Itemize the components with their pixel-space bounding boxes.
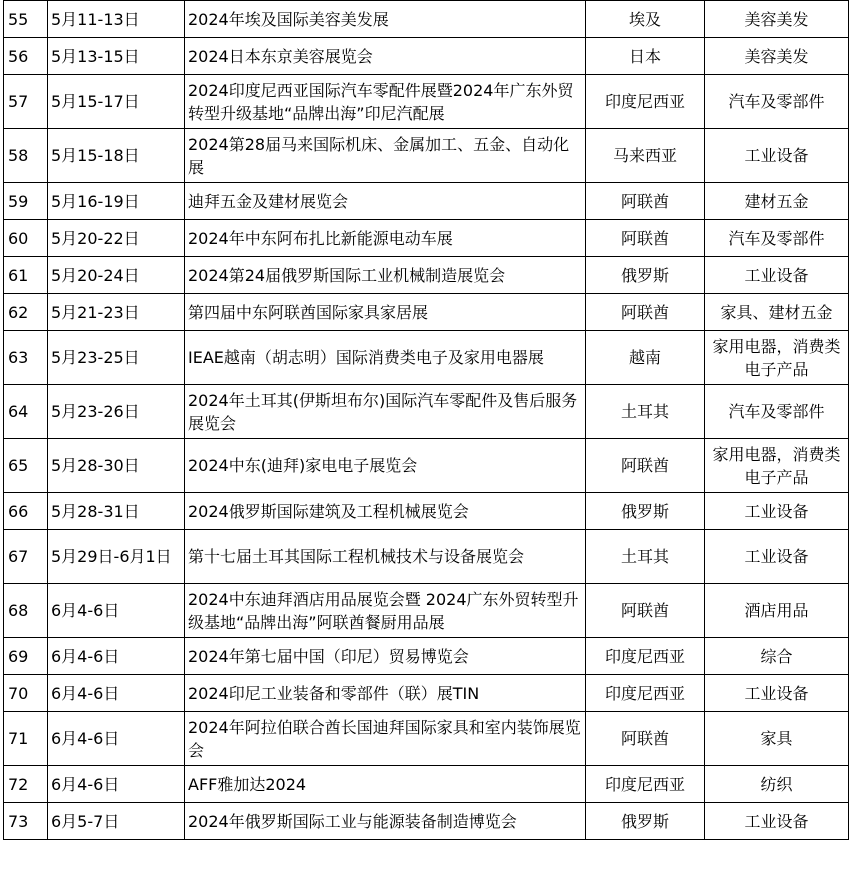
- row-number: 71: [4, 712, 48, 766]
- row-date: 5月11-13日: [48, 1, 185, 38]
- row-date: 6月4-6日: [48, 584, 185, 638]
- table-row: [4, 385, 849, 439]
- row-exhibition-name: 2024年第七届中国（印尼）贸易博览会: [185, 638, 586, 675]
- row-date: 6月4-6日: [48, 675, 185, 712]
- row-category: 综合: [705, 638, 849, 675]
- row-country: 阿联酋: [586, 584, 705, 638]
- table-row: [4, 331, 849, 385]
- row-number: 58: [4, 129, 48, 183]
- row-date: 5月21-23日: [48, 294, 185, 331]
- table-row: [4, 803, 849, 840]
- row-date: 5月15-17日: [48, 75, 185, 129]
- table-row: [4, 439, 849, 493]
- row-date: 5月13-15日: [48, 38, 185, 75]
- row-number: 65: [4, 439, 48, 493]
- row-date: 6月4-6日: [48, 638, 185, 675]
- row-exhibition-name: 2024印尼工业装备和零部件（联）展TIN: [185, 675, 586, 712]
- row-exhibition-name: 2024日本东京美容展览会: [185, 38, 586, 75]
- table-row: [4, 675, 849, 712]
- row-exhibition-name: 2024印度尼西亚国际汽车零配件展暨2024年广东外贸转型升级基地“品牌出海”印尼汽配展: [185, 75, 586, 129]
- row-number: 59: [4, 183, 48, 220]
- row-country: 印度尼西亚: [586, 766, 705, 803]
- table-row: [4, 766, 849, 803]
- row-number: 67: [4, 530, 48, 584]
- row-country: 印度尼西亚: [586, 75, 705, 129]
- row-category: 工业设备: [705, 803, 849, 840]
- row-exhibition-name: 2024第28届马来国际机床、金属加工、五金、自动化展: [185, 129, 586, 183]
- row-category: 工业设备: [705, 129, 849, 183]
- row-date: 5月28-31日: [48, 493, 185, 530]
- row-category: 建材五金: [705, 183, 849, 220]
- row-country: 俄罗斯: [586, 493, 705, 530]
- row-exhibition-name: 2024年土耳其(伊斯坦布尔)国际汽车零配件及售后服务展览会: [185, 385, 586, 439]
- row-category: 家具、建材五金: [705, 294, 849, 331]
- row-exhibition-name: 2024年阿拉伯联合酋长国迪拜国际家具和室内装饰展览会: [185, 712, 586, 766]
- exhibition-table: [3, 0, 849, 840]
- row-country: 俄罗斯: [586, 257, 705, 294]
- row-number: 64: [4, 385, 48, 439]
- row-date: 5月28-30日: [48, 439, 185, 493]
- row-category: 工业设备: [705, 530, 849, 584]
- row-number: 69: [4, 638, 48, 675]
- row-number: 66: [4, 493, 48, 530]
- row-exhibition-name: 2024年埃及国际美容美发展: [185, 1, 586, 38]
- row-exhibition-name: 2024第24届俄罗斯国际工业机械制造展览会: [185, 257, 586, 294]
- row-exhibition-name: AFF雅加达2024: [185, 766, 586, 803]
- row-country: 阿联酋: [586, 712, 705, 766]
- row-country: 阿联酋: [586, 183, 705, 220]
- row-number: 63: [4, 331, 48, 385]
- row-category: 工业设备: [705, 493, 849, 530]
- row-country: 阿联酋: [586, 220, 705, 257]
- row-exhibition-name: 2024中东(迪拜)家电电子展览会: [185, 439, 586, 493]
- table-row: [4, 638, 849, 675]
- row-date: 5月15-18日: [48, 129, 185, 183]
- row-date: 5月23-26日: [48, 385, 185, 439]
- row-date: 5月20-22日: [48, 220, 185, 257]
- row-number: 62: [4, 294, 48, 331]
- row-category: 美容美发: [705, 38, 849, 75]
- table-row: [4, 129, 849, 183]
- row-exhibition-name: 2024年俄罗斯国际工业与能源装备制造博览会: [185, 803, 586, 840]
- exhibition-table-body: [4, 1, 849, 840]
- row-number: 70: [4, 675, 48, 712]
- row-category: 汽车及零部件: [705, 385, 849, 439]
- row-number: 72: [4, 766, 48, 803]
- row-number: 68: [4, 584, 48, 638]
- table-row: [4, 183, 849, 220]
- row-date: 6月5-7日: [48, 803, 185, 840]
- row-date: 6月4-6日: [48, 712, 185, 766]
- row-country: 埃及: [586, 1, 705, 38]
- table-row: [4, 584, 849, 638]
- row-category: 家具: [705, 712, 849, 766]
- row-country: 俄罗斯: [586, 803, 705, 840]
- row-date: 5月29日-6月1日: [48, 530, 185, 584]
- row-category: 汽车及零部件: [705, 220, 849, 257]
- row-exhibition-name: 2024年中东阿布扎比新能源电动车展: [185, 220, 586, 257]
- row-country: 土耳其: [586, 530, 705, 584]
- row-country: 印度尼西亚: [586, 675, 705, 712]
- row-category: 家用电器，消费类电子产品: [705, 331, 849, 385]
- row-date: 5月20-24日: [48, 257, 185, 294]
- row-exhibition-name: 2024中东迪拜酒店用品展览会暨 2024广东外贸转型升级基地“品牌出海”阿联酋餐厨用品展: [185, 584, 586, 638]
- row-category: 汽车及零部件: [705, 75, 849, 129]
- row-number: 61: [4, 257, 48, 294]
- table-row: [4, 493, 849, 530]
- table-row: [4, 75, 849, 129]
- row-country: 土耳其: [586, 385, 705, 439]
- row-category: 工业设备: [705, 675, 849, 712]
- row-number: 56: [4, 38, 48, 75]
- row-category: 纺织: [705, 766, 849, 803]
- table-row: [4, 257, 849, 294]
- table-row: [4, 220, 849, 257]
- row-country: 越南: [586, 331, 705, 385]
- row-country: 马来西亚: [586, 129, 705, 183]
- table-row: [4, 1, 849, 38]
- row-category: 酒店用品: [705, 584, 849, 638]
- table-row: [4, 38, 849, 75]
- row-exhibition-name: IEAE越南（胡志明）国际消费类电子及家用电器展: [185, 331, 586, 385]
- row-exhibition-name: 第四届中东阿联酋国际家具家居展: [185, 294, 586, 331]
- row-country: 日本: [586, 38, 705, 75]
- row-exhibition-name: 2024俄罗斯国际建筑及工程机械展览会: [185, 493, 586, 530]
- table-row: [4, 294, 849, 331]
- row-country: 阿联酋: [586, 294, 705, 331]
- row-date: 5月23-25日: [48, 331, 185, 385]
- row-number: 73: [4, 803, 48, 840]
- row-number: 60: [4, 220, 48, 257]
- row-date: 6月4-6日: [48, 766, 185, 803]
- row-country: 印度尼西亚: [586, 638, 705, 675]
- row-category: 工业设备: [705, 257, 849, 294]
- row-number: 57: [4, 75, 48, 129]
- table-row: [4, 530, 849, 584]
- row-category: 家用电器，消费类电子产品: [705, 439, 849, 493]
- row-country: 阿联酋: [586, 439, 705, 493]
- row-category: 美容美发: [705, 1, 849, 38]
- row-number: 55: [4, 1, 48, 38]
- row-date: 5月16-19日: [48, 183, 185, 220]
- row-exhibition-name: 第十七届土耳其国际工程机械技术与设备展览会: [185, 530, 586, 584]
- row-exhibition-name: 迪拜五金及建材展览会: [185, 183, 586, 220]
- table-row: [4, 712, 849, 766]
